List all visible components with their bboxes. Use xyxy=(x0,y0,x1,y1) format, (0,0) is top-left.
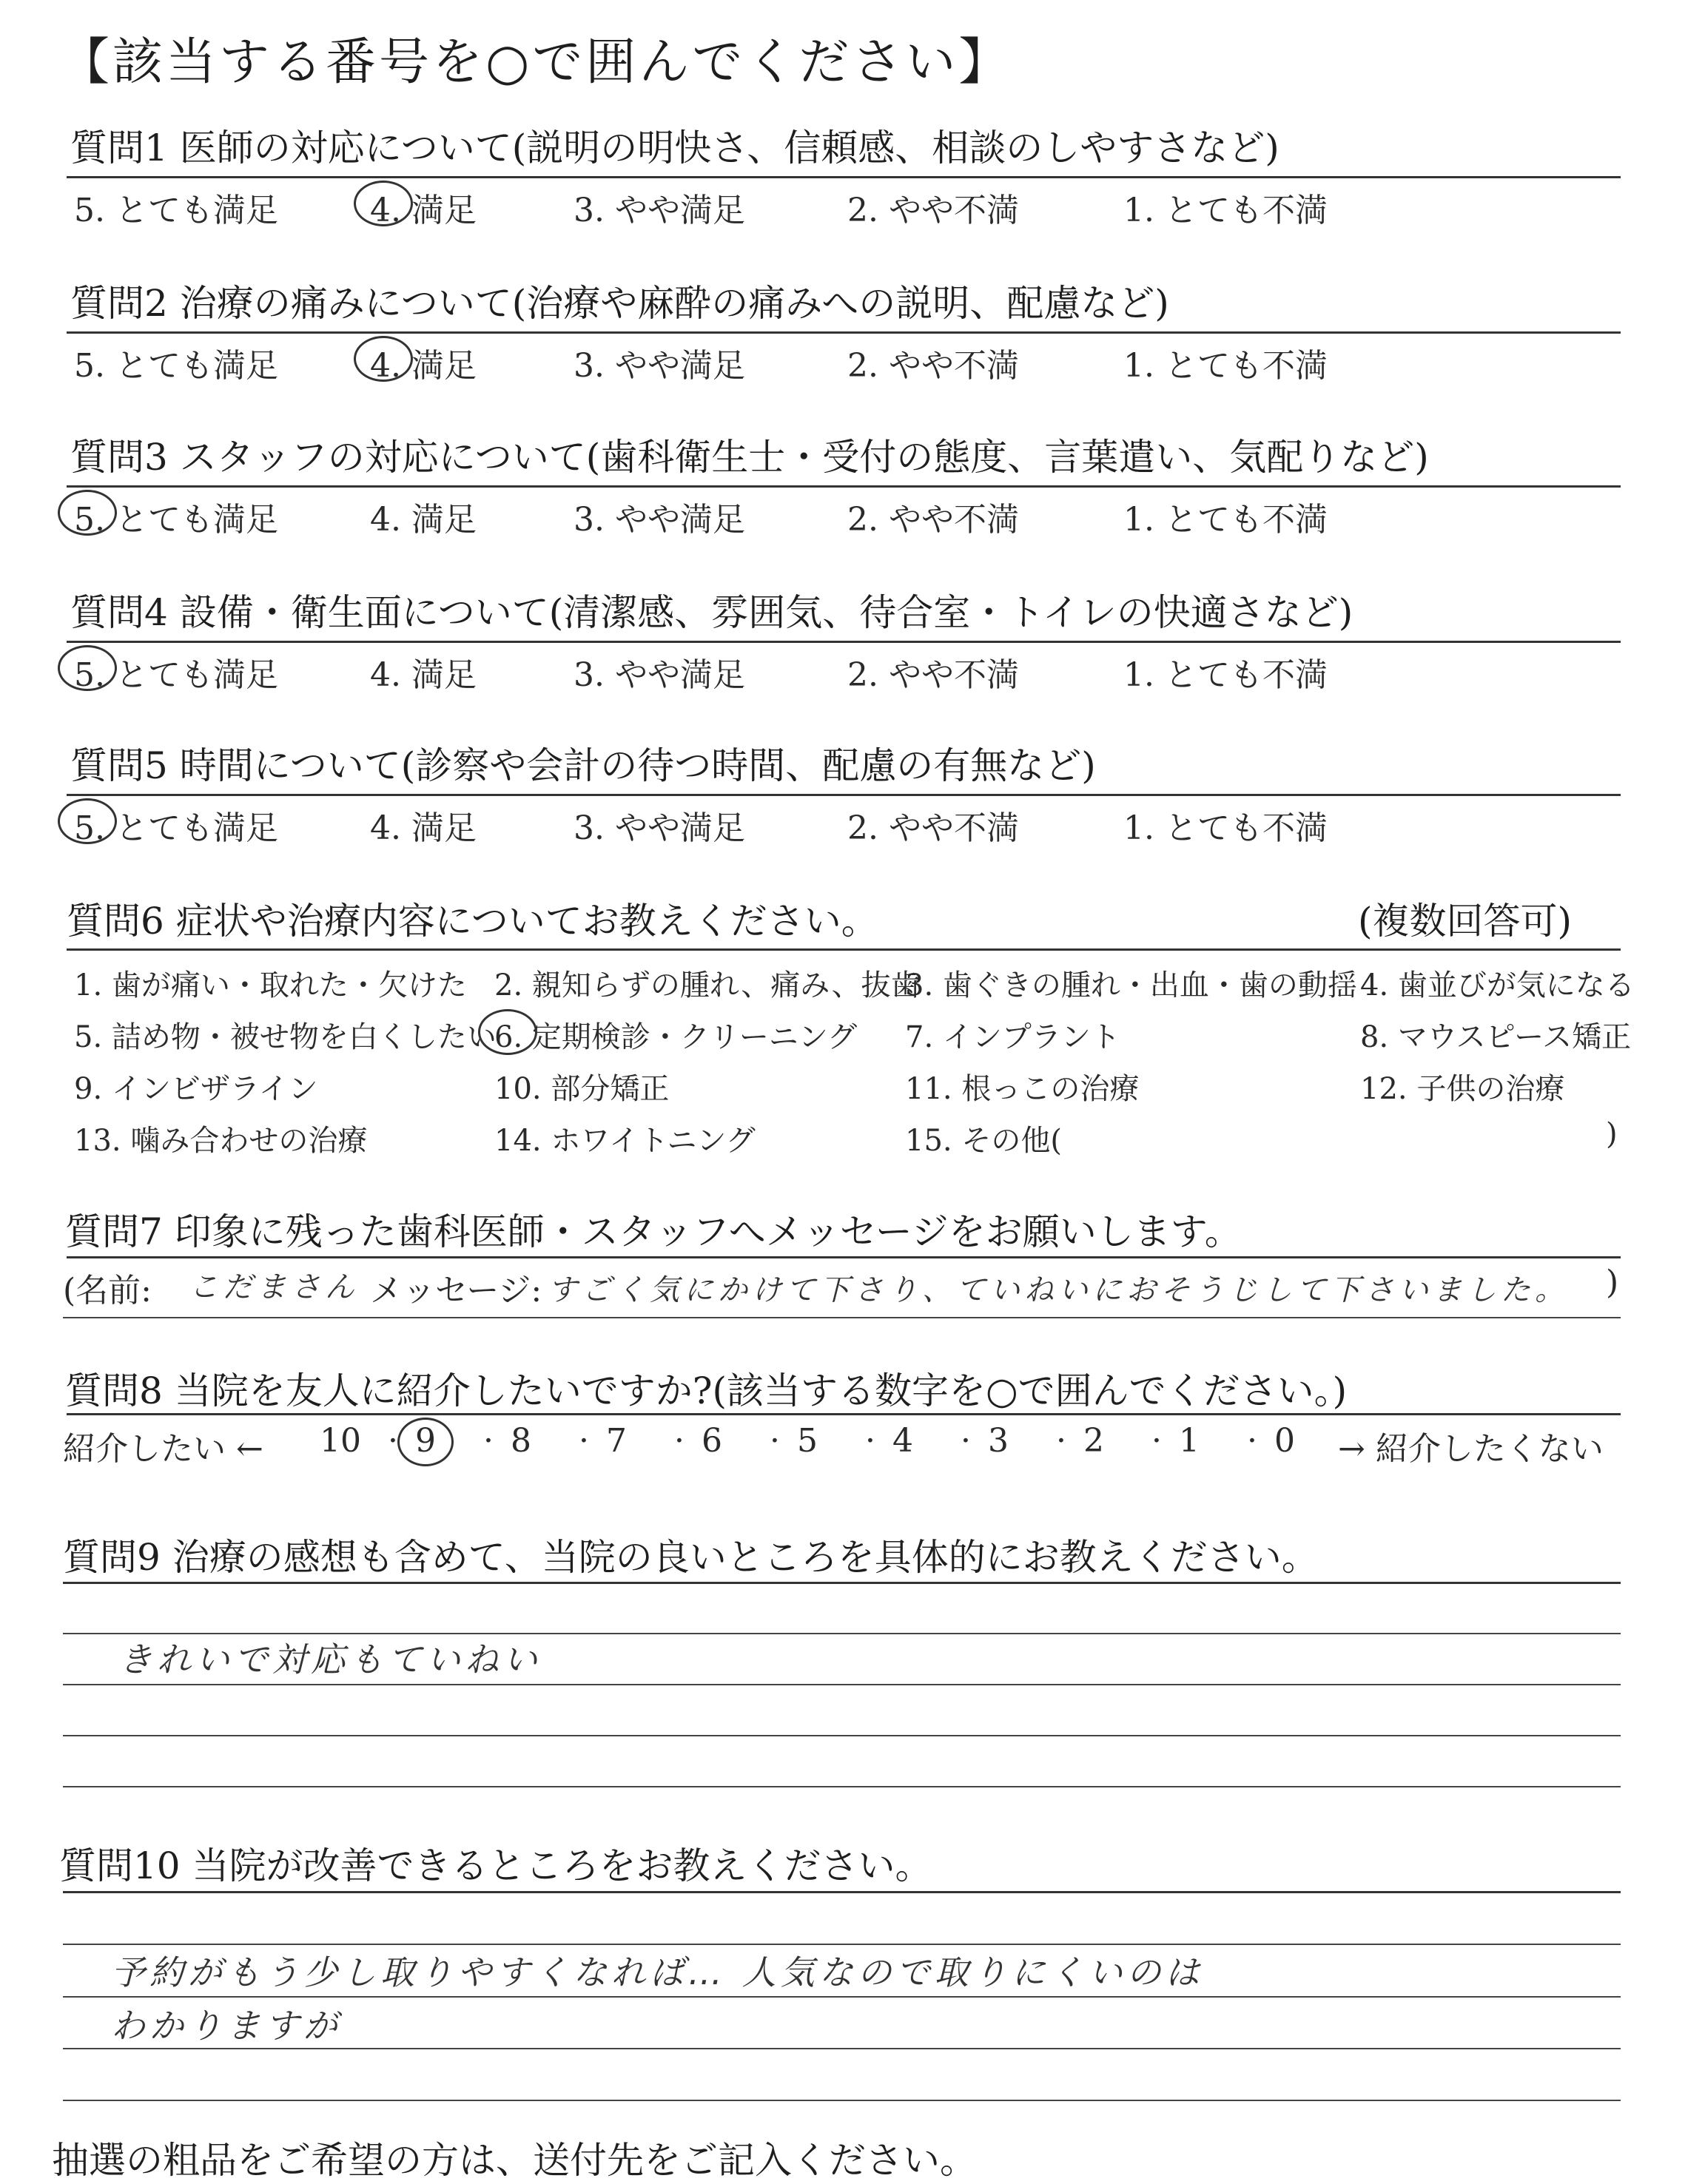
q6-option-5[interactable]: 5. 詰め物・被せ物を白くしたい xyxy=(74,1020,497,1054)
q8-separator-dot: · xyxy=(483,1422,494,1460)
q8-separator-dot: · xyxy=(770,1422,780,1460)
q10-answer-line2[interactable]: わかりますが xyxy=(111,2006,342,2046)
q7-message[interactable]: すごく気にかけて下さり、ていねいにおそうじして下さいました。 xyxy=(548,1273,1569,1307)
q6-option-12[interactable]: 12. 子供の治療 xyxy=(1360,1072,1565,1106)
q3-option-2[interactable]: 2. やや不満 xyxy=(847,501,1019,539)
q1-option-4[interactable]: 4. 満足 xyxy=(370,192,477,229)
q5-option-3[interactable]: 3. やや満足 xyxy=(574,809,745,847)
q6-option-13[interactable]: 13. 噛み合わせの治療 xyxy=(74,1124,368,1158)
q4-label: 質問4 設備・衛生面について(清潔感、雰囲気、待合室・トイレの快適さなど) xyxy=(70,591,1353,634)
q4-option-4[interactable]: 4. 満足 xyxy=(370,656,477,694)
q4-option-3[interactable]: 3. やや満足 xyxy=(574,656,745,694)
q4-option-2[interactable]: 2. やや不満 xyxy=(847,656,1019,694)
q6-rule xyxy=(67,948,1621,951)
q5-option-2[interactable]: 2. やや不満 xyxy=(847,809,1019,847)
q5-option-1[interactable]: 1. とても不満 xyxy=(1123,809,1328,847)
q4-option-5[interactable]: 5. とても満足 xyxy=(74,656,278,694)
q5-label: 質問5 時間について(診察や会計の待つ時間、配慮の有無など) xyxy=(70,744,1096,787)
q8-score-3[interactable]: 3 xyxy=(988,1422,1009,1460)
q8-selection-circle xyxy=(397,1418,454,1466)
q8-score-5[interactable]: 5 xyxy=(797,1422,818,1460)
q8-label: 質問8 当院を友人に紹介したいですか?(該当する数字を○で囲んでください。) xyxy=(65,1369,1348,1412)
q8-score-4[interactable]: 4 xyxy=(892,1422,913,1460)
q2-rule xyxy=(67,331,1621,334)
q6-selection-circle xyxy=(478,1009,537,1055)
q5-option-5[interactable]: 5. とても満足 xyxy=(74,809,278,847)
q8-score-10[interactable]: 10 xyxy=(320,1422,361,1460)
q6-option-6[interactable]: 6. 定期検診・クリーニング xyxy=(494,1020,858,1054)
q8-score-6[interactable]: 6 xyxy=(702,1422,722,1460)
q6-option-8[interactable]: 8. マウスピース矯正 xyxy=(1360,1020,1632,1054)
q10-label: 質問10 当院が改善できるところをお教えください。 xyxy=(59,1844,932,1887)
q8-separator-dot: · xyxy=(961,1422,971,1460)
q10-answer-line1[interactable]: 予約がもう少し取りやすくなれば… 人気なので取りにくいのは xyxy=(111,1952,1204,1992)
q8-score-0[interactable]: 0 xyxy=(1274,1422,1295,1460)
q8-score-1[interactable]: 1 xyxy=(1179,1422,1200,1460)
q9-line-3 xyxy=(63,1735,1621,1736)
q3-option-1[interactable]: 1. とても不満 xyxy=(1123,501,1328,539)
q3-selection-circle xyxy=(58,490,117,536)
q8-separator-dot: · xyxy=(1151,1422,1162,1460)
q9-line-4 xyxy=(63,1786,1621,1787)
q7-rule xyxy=(67,1256,1621,1258)
q3-option-3[interactable]: 3. やや満足 xyxy=(574,501,745,539)
q6-option-3[interactable]: 3. 歯ぐきの腫れ・出血・歯の動揺 xyxy=(905,968,1357,1002)
q7-name-prefix: (名前: xyxy=(63,1272,152,1310)
q2-label: 質問2 治療の痛みについて(治療や麻酔の痛みへの説明、配慮など) xyxy=(70,282,1169,325)
q6-option-4[interactable]: 4. 歯並びが気になる xyxy=(1360,968,1635,1002)
footer-note: 抽選の粗品をご希望の方は、送付先をご記入ください。 xyxy=(52,2139,977,2182)
q8-right-label: → 紹介したくない xyxy=(1338,1430,1604,1468)
q5-selection-circle xyxy=(58,798,117,844)
q8-score-2[interactable]: 2 xyxy=(1083,1422,1104,1460)
q2-option-4[interactable]: 4. 満足 xyxy=(370,347,477,385)
q8-separator-dot: · xyxy=(1247,1422,1257,1460)
q8-score-7[interactable]: 7 xyxy=(606,1422,627,1460)
q8-separator-dot: · xyxy=(579,1422,589,1460)
q3-option-5[interactable]: 5. とても満足 xyxy=(74,501,278,539)
q3-label: 質問3 スタッフの対応について(歯科衛生士・受付の態度、言葉遣い、気配りなど) xyxy=(70,436,1429,479)
q10-line-4 xyxy=(63,2100,1621,2101)
q6-note: (複数回答可) xyxy=(1358,900,1573,943)
q8-separator-dot: · xyxy=(865,1422,875,1460)
q8-separator-dot: · xyxy=(1056,1422,1066,1460)
q2-option-2[interactable]: 2. やや不満 xyxy=(847,347,1019,385)
q3-rule xyxy=(67,485,1621,488)
q1-option-2[interactable]: 2. やや不満 xyxy=(847,192,1019,229)
q9-label: 質問9 治療の感想も含めて、当院の良いところを具体的にお教えください。 xyxy=(63,1536,1319,1579)
q10-line-3 xyxy=(63,2048,1621,2049)
q7-name[interactable]: こだまさん xyxy=(189,1270,359,1304)
q2-selection-circle xyxy=(354,336,413,382)
q8-score-9[interactable]: 9 xyxy=(415,1422,436,1460)
q10-line-1 xyxy=(63,1944,1621,1945)
q6-option-11[interactable]: 11. 根っこの治療 xyxy=(905,1072,1140,1106)
q8-separator-dot: · xyxy=(674,1422,685,1460)
q1-selection-circle xyxy=(354,181,413,226)
q2-option-5[interactable]: 5. とても満足 xyxy=(74,347,278,385)
q7-suffix: ) xyxy=(1606,1264,1619,1301)
q4-rule xyxy=(67,641,1621,643)
q6-option-2[interactable]: 2. 親知らずの腫れ、痛み、抜歯 xyxy=(494,968,921,1002)
q6-option-15[interactable]: 15. その他( xyxy=(905,1124,1062,1158)
q7-message-label: メッセージ: xyxy=(370,1272,542,1310)
q9-rule xyxy=(63,1582,1621,1584)
q8-rule xyxy=(67,1413,1621,1415)
q1-option-5[interactable]: 5. とても満足 xyxy=(74,192,278,229)
q6-option-10[interactable]: 10. 部分矯正 xyxy=(494,1072,670,1106)
q8-score-8[interactable]: 8 xyxy=(511,1422,531,1460)
q7-answer-line xyxy=(63,1317,1621,1318)
q10-line-2 xyxy=(63,1996,1621,1998)
q8-separator-dot: · xyxy=(388,1422,398,1460)
q10-rule xyxy=(63,1891,1621,1893)
q9-line-2 xyxy=(63,1684,1621,1685)
q3-option-4[interactable]: 4. 満足 xyxy=(370,501,477,539)
q6-option-14[interactable]: 14. ホワイトニング xyxy=(494,1124,756,1158)
q4-selection-circle xyxy=(58,645,117,691)
q5-option-4[interactable]: 4. 満足 xyxy=(370,809,477,847)
q8-left-label: 紹介したい ← xyxy=(63,1430,263,1468)
q9-answer[interactable]: きれいで対応もていねい xyxy=(118,1639,542,1679)
q6-option-1[interactable]: 1. 歯が痛い・取れた・欠けた xyxy=(74,968,467,1002)
q4-option-1[interactable]: 1. とても不満 xyxy=(1123,656,1328,694)
q1-rule xyxy=(67,176,1621,178)
q1-option-1[interactable]: 1. とても不満 xyxy=(1123,192,1328,229)
q6-option-9[interactable]: 9. インビザライン xyxy=(74,1072,318,1106)
q1-option-3[interactable]: 3. やや満足 xyxy=(574,192,745,229)
q5-rule xyxy=(67,794,1621,796)
q2-option-1[interactable]: 1. とても不満 xyxy=(1123,347,1328,385)
q2-option-3[interactable]: 3. やや満足 xyxy=(574,347,745,385)
q6-label: 質問6 症状や治療内容についてお教えください。 xyxy=(67,900,878,943)
page-title: 【該当する番号を○で囲んでください】 xyxy=(59,33,1012,92)
q6-option-7[interactable]: 7. インプラント xyxy=(905,1020,1120,1054)
q1-label: 質問1 医師の対応について(説明の明快さ、信頼感、相談のしやすさなど) xyxy=(70,127,1279,169)
q7-label: 質問7 印象に残った歯科医師・スタッフへメッセージをお願いします。 xyxy=(65,1210,1242,1253)
q6-option-15-close: ) xyxy=(1606,1117,1618,1151)
